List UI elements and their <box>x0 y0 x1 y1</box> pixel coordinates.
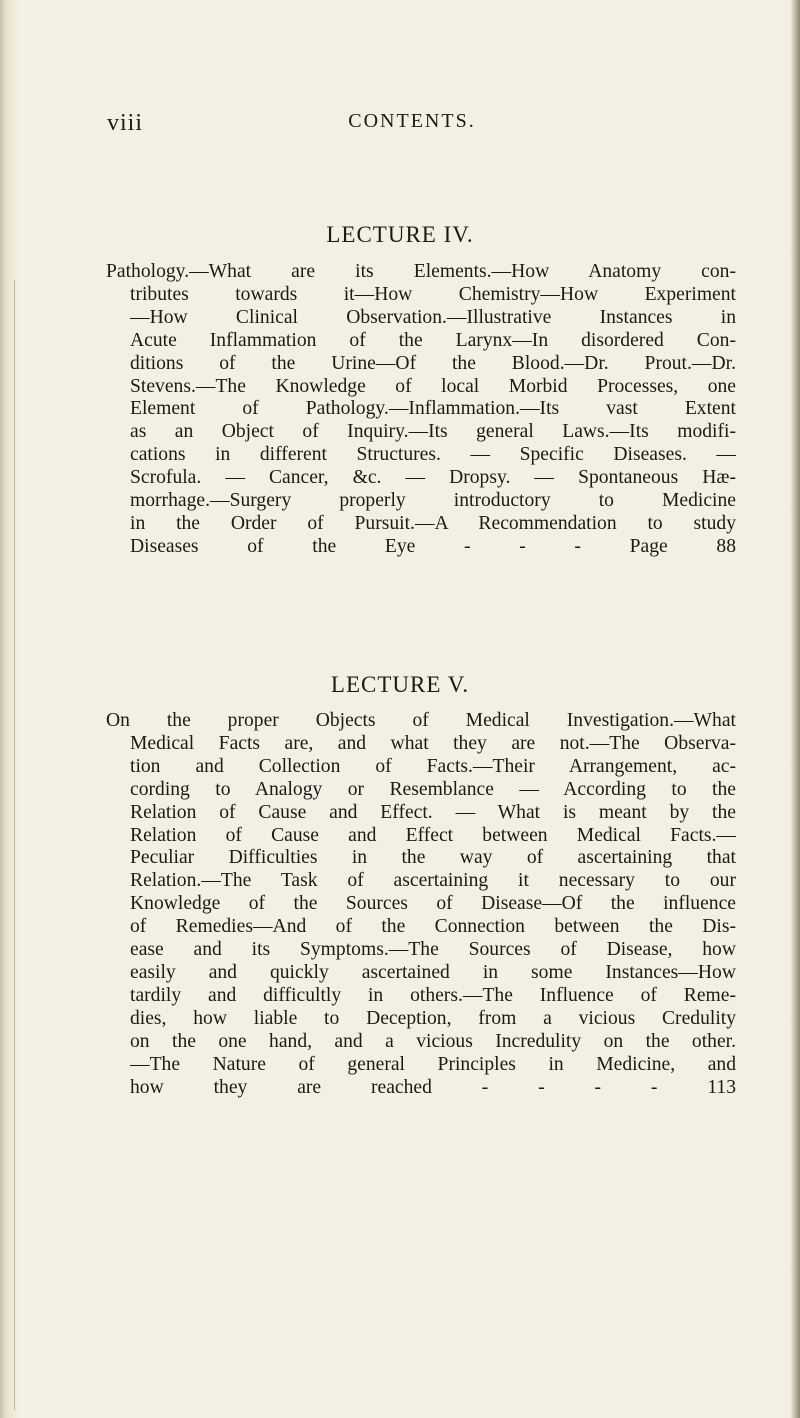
page-number: viii <box>107 110 144 136</box>
contents-line: as an Object of Inquiry.—Its general Laws.—Its modifi- <box>130 421 736 443</box>
contents-line: Medical Facts are, and what they are not.—The Observa- <box>130 732 736 754</box>
contents-line: tardily and difficultly in others.—The Influence of Reme- <box>130 984 736 1006</box>
contents-line-page-ref: Diseases of the Eye - - - Page 88 <box>130 535 736 557</box>
gutter-line <box>14 280 15 1410</box>
book-spine-shadow <box>0 0 18 1418</box>
contents-line: On the proper Objects of Medical Investigation.—What <box>106 710 736 731</box>
contents-line: on the one hand, and a vicious Incredulity on the other. <box>130 1030 736 1052</box>
contents-line: Scrofula. — Cancer, &c. — Dropsy. — Spontaneous Hæ- <box>130 467 736 489</box>
lecture-iv-heading: LECTURE IV. <box>326 222 474 247</box>
contents-line: —How Clinical Observation.—Illustrative Instances in <box>130 306 736 328</box>
contents-line: tributes towards it—How Chemistry—How Experiment <box>130 283 736 305</box>
running-head: CONTENTS. <box>348 110 476 132</box>
contents-line: Relation.—The Task of ascertaining it necessary to our <box>130 870 736 892</box>
contents-line: Stevens.—The Knowledge of local Morbid Processes, one <box>130 375 736 397</box>
lecture-v-heading: LECTURE V. <box>330 672 470 697</box>
contents-line: Relation of Cause and Effect. — What is meant by the <box>130 801 736 823</box>
contents-line: ease and its Symptoms.—The Sources of Disease, how <box>130 939 736 961</box>
contents-line: cording to Analogy or Resemblance — According to the <box>130 778 736 800</box>
lecture-v-contents <box>106 710 736 1099</box>
contents-line: ditions of the Urine—Of the Blood.—Dr. Prout.—Dr. <box>130 352 736 374</box>
page-edge <box>790 0 800 1418</box>
contents-line: in the Order of Pursuit.—A Recommendation to study <box>130 512 736 534</box>
contents-line: easily and quickly ascertained in some Instances—How <box>130 961 736 983</box>
contents-line-page-ref: how they are reached - - - - 113 <box>130 1076 736 1098</box>
contents-line: Knowledge of the Sources of Disease—Of the influence <box>130 893 736 915</box>
contents-line: tion and Collection of Facts.—Their Arrangement, ac- <box>130 755 736 777</box>
page-header <box>107 110 717 150</box>
contents-line: Element of Pathology.—Inflammation.—Its vast Extent <box>130 398 736 420</box>
contents-line: cations in different Structures. — Specific Diseases. — <box>130 444 736 466</box>
lecture-iv-contents <box>106 261 736 559</box>
contents-line: Acute Inflammation of the Larynx—In disordered Con- <box>130 329 736 351</box>
contents-line: dies, how liable to Deception, from a vicious Credulity <box>130 1007 736 1029</box>
contents-line: morrhage.—Surgery properly introductory to Medicine <box>130 490 736 512</box>
contents-line: Relation of Cause and Effect between Medical Facts.— <box>130 824 736 846</box>
contents-line: —The Nature of general Principles in Medicine, and <box>130 1053 736 1075</box>
contents-line: of Remedies—And of the Connection between the Dis- <box>130 916 736 938</box>
contents-line: Peculiar Difficulties in the way of ascertaining that <box>130 847 736 869</box>
contents-line: Pathology.—What are its Elements.—How Anatomy con- <box>106 261 736 282</box>
